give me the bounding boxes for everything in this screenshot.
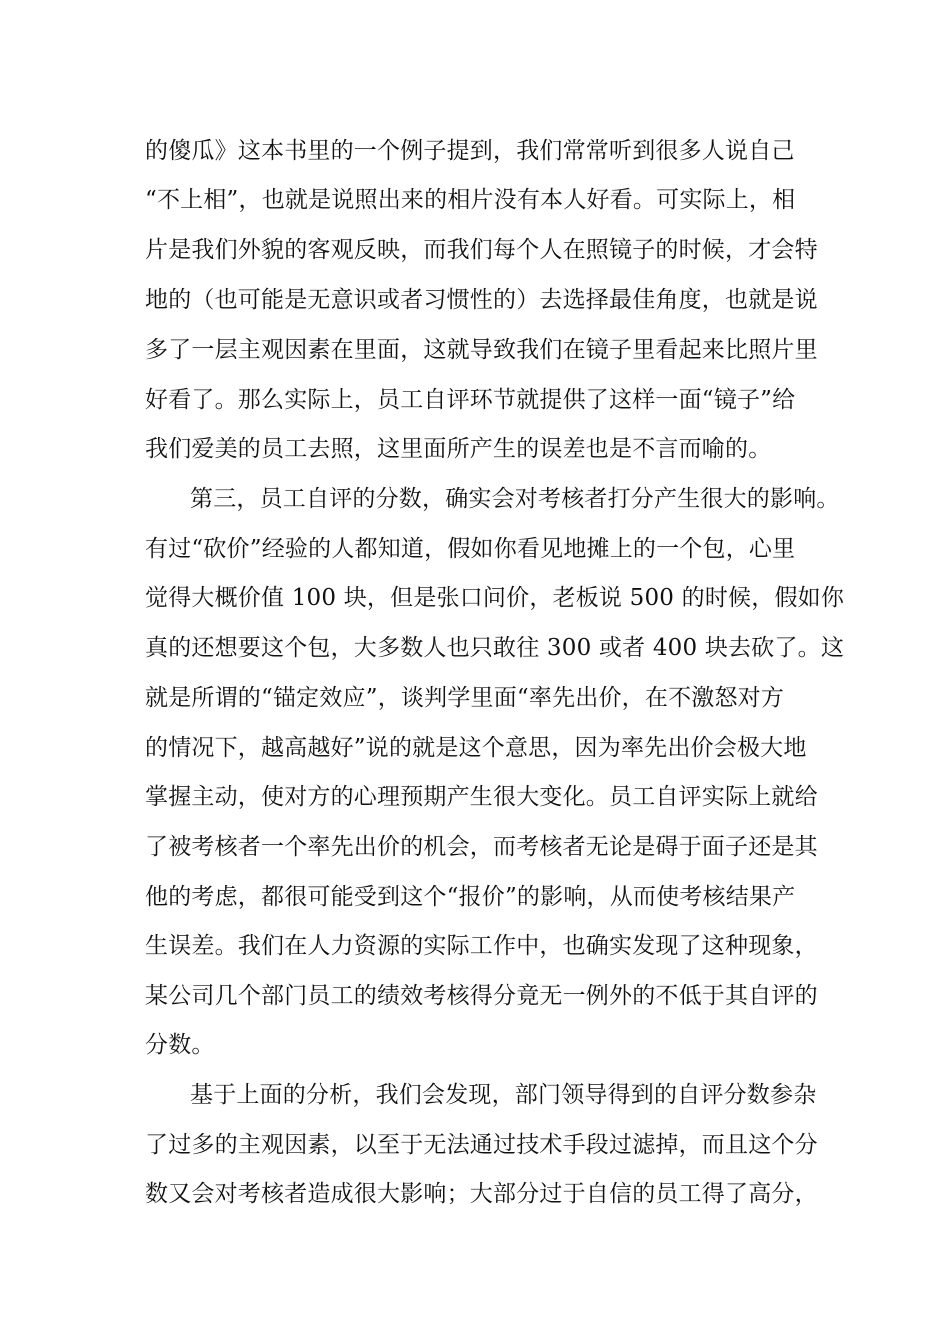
text-line-14: 掌握主动，使对方的心理预期产生很大变化。员工自评实际上就给	[145, 784, 818, 810]
text-line-21: 了过多的主观因素，以至于无法通过技术手段过滤掉，而且这个分	[145, 1132, 818, 1158]
text-line-12: 就是所谓的“锚定效应”，谈判学里面“率先出价，在不激怒对方	[145, 685, 785, 711]
text-line-6: 好看了。那么实际上，员工自评环节就提供了这样一面“镜子”给	[145, 387, 796, 413]
text-line-3: 片是我们外貌的客观反映，而我们每个人在照镜子的时候，才会特	[145, 237, 818, 263]
text-line-1: 的傻瓜》这本书里的一个例子提到，我们常常听到很多人说自己	[145, 138, 795, 164]
text-line-4: 地的（也可能是无意识或者习惯性的）去选择最佳角度，也就是说	[145, 287, 818, 313]
text-line-13: 的情况下，越高越好”说的就是这个意思，因为率先出价会极大地	[145, 735, 807, 761]
text-line-11: 真的还想要这个包，大多数人也只敢往 300 或者 400 块去砍了。这	[145, 635, 845, 661]
text-line-2: “不上相”，也就是说照出来的相片没有本人好看。可实际上，相	[145, 187, 796, 213]
text-line-9: 有过“砍价”经验的人都知道，假如你看见地摊上的一个包，心里	[145, 536, 796, 562]
text-line-15: 了被考核者一个率先出价的机会，而考核者无论是碍于面子还是其	[145, 834, 818, 860]
paragraph-start-line: 第三，员工自评的分数，确实会对考核者打分产生很大的影响。	[190, 486, 840, 512]
text-line-22: 数又会对考核者造成很大影响；大部分过于自信的员工得了高分，	[145, 1181, 818, 1207]
text-line-10: 觉得大概价值 100 块，但是张口问价，老板说 500 的时候，假如你	[145, 585, 845, 611]
text-line-18: 某公司几个部门员工的绩效考核得分竟无一例外的不低于其自评的	[145, 983, 818, 1009]
text-line-17: 生误差。我们在人力资源的实际工作中，也确实发现了这种现象，	[145, 933, 818, 959]
text-line-16: 他的考虑，都很可能受到这个“报价”的影响，从而使考核结果产	[145, 884, 796, 910]
text-line-5: 多了一层主观因素在里面，这就导致我们在镜子里看起来比照片里	[145, 337, 818, 363]
text-line-19: 分数。	[145, 1032, 215, 1058]
text-line-7: 我们爱美的员工去照，这里面所产生的误差也是不言而喻的。	[145, 436, 772, 462]
paragraph-start-line: 基于上面的分析，我们会发现，部门领导得到的自评分数参杂	[190, 1082, 817, 1108]
